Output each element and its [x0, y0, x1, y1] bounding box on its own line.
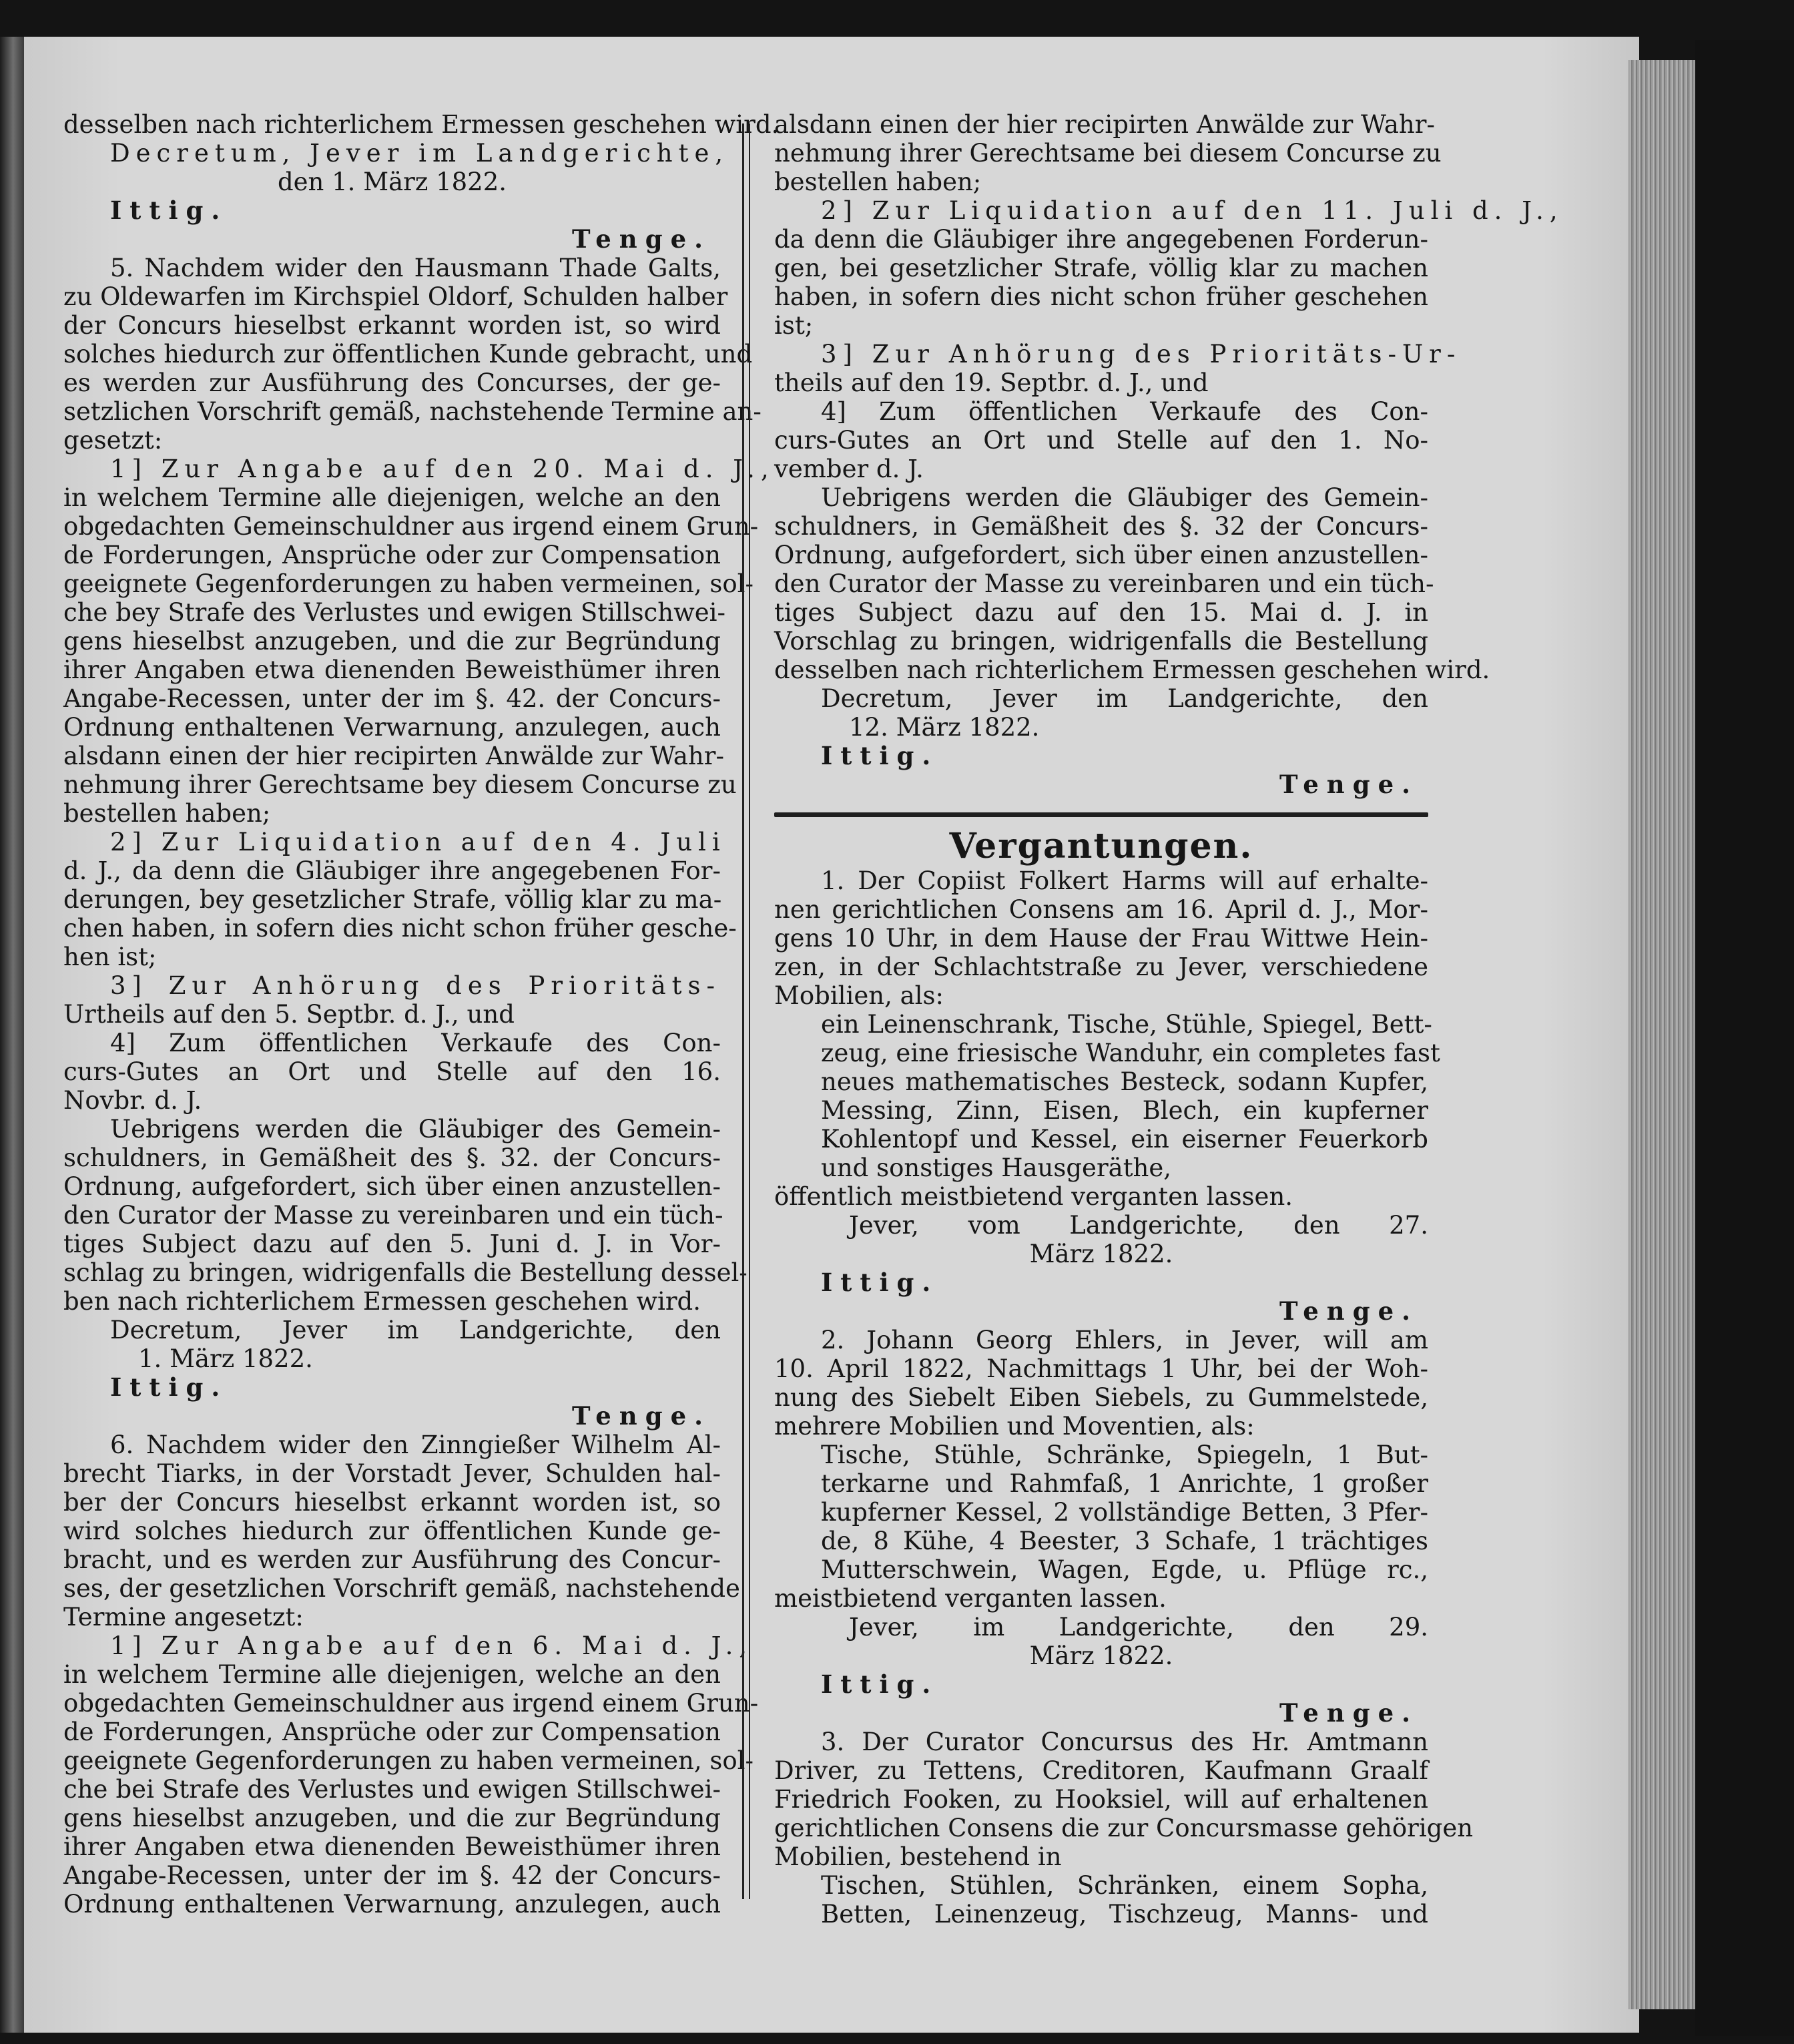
- text-line: 3] Zur Anhörung des Prioritäts-Ur-: [821, 340, 1462, 368]
- text-line: ben nach richterlichem Ermessen geschehen wird.: [63, 1287, 701, 1316]
- left-column: [63, 110, 780, 1919]
- list-line: neues mathematisches Besteck, sodann Kupfer,: [821, 1067, 1428, 1096]
- decretum-line: Decretum, Jever im Landgerichte, den: [110, 1316, 721, 1344]
- text-line: derungen, bey gesetzlicher Strafe, völlig klar zu ma-: [63, 885, 722, 914]
- text-line: solches hiedurch zur öffentlichen Kunde gebracht, und: [63, 340, 753, 368]
- list-line: Mutterschwein, Wagen, Egde, u. Pflüge rc.,: [821, 1555, 1428, 1584]
- page-stack-edge: [1628, 60, 1697, 2009]
- text-line: vember d. J.: [774, 455, 924, 483]
- text-line: Ordnung enthaltenen Verwarnung, anzulegen, auch: [63, 713, 721, 742]
- signature-ittig: Ittig.: [110, 1372, 228, 1402]
- date-line: 1. März 1822.: [138, 1344, 313, 1373]
- place-date-line: Jever, im Landgerichte, den 29.: [849, 1613, 1428, 1641]
- date-line: März 1822.: [1029, 1641, 1173, 1670]
- text-line: schlag zu bringen, widrigenfalls die Bestellung dessel-: [63, 1258, 748, 1287]
- text-line: mehrere Mobilien und Moventien, als:: [774, 1412, 1255, 1441]
- date-line: den 1. März 1822.: [277, 168, 507, 196]
- text-line: in welchem Termine alle diejenigen, welche an den: [63, 483, 721, 512]
- text-line: zu Oldewarfen im Kirchspiel Oldorf, Schulden halber: [63, 282, 728, 311]
- text-line: 1] Zur Angabe auf den 20. Mai d. J.,: [110, 455, 775, 483]
- text-line: Uebrigens werden die Gläubiger des Gemein-: [821, 483, 1428, 512]
- text-line: haben, in sofern dies nicht schon früher geschehen: [774, 282, 1428, 311]
- text-line: geeignete Gegenforderungen zu haben vermeinen, sol-: [63, 1746, 754, 1775]
- text-line: Mobilien, bestehend in: [774, 1842, 1062, 1871]
- signature-tenge: Tenge.: [571, 224, 711, 254]
- text-line: Angabe-Recessen, unter der im §. 42. der Concurs-: [63, 684, 721, 713]
- text-line: curs-Gutes an Ort und Stelle auf den 16.: [63, 1057, 721, 1086]
- list-line: und sonstiges Hausgeräthe,: [821, 1154, 1172, 1182]
- list-line: de, 8 Kühe, 4 Beester, 3 Schafe, 1 trächtiges: [821, 1527, 1428, 1555]
- text-line: bracht, und es werden zur Ausführung des Concur-: [63, 1545, 721, 1574]
- text-line: obgedachten Gemeinschuldner aus irgend einem Grun-: [63, 1689, 759, 1718]
- text-line: alsdann einen der hier recipirten Anwälde zur Wahr-: [774, 110, 1435, 139]
- text-line: 1. Der Copiist Folkert Harms will auf erhalte-: [821, 866, 1428, 895]
- list-line: Betten, Leinenzeug, Tischzeug, Manns- und: [821, 1900, 1428, 1929]
- text-line: bestellen haben;: [774, 168, 982, 196]
- text-line: d. J., da denn die Gläubiger ihre angegebenen For-: [63, 856, 721, 885]
- text-line: der Concurs hieselbst erkannt worden ist, so wird: [63, 311, 721, 340]
- text-line: nehmung ihrer Gerechtsame bey diesem Concurse zu: [63, 770, 737, 799]
- list-line: Kohlentopf und Kessel, ein eiserner Feuerkorb: [821, 1125, 1428, 1154]
- text-line: Mobilien, als:: [774, 981, 944, 1010]
- signature-tenge: Tenge.: [571, 1401, 711, 1431]
- text-line: nen gerichtlichen Consens am 16. April d. J., Mor-: [774, 895, 1428, 924]
- place-date-line: Jever, vom Landgerichte, den 27.: [849, 1211, 1428, 1240]
- column-divider: [742, 123, 750, 1899]
- text-line: ihrer Angaben etwa dienenden Beweisthümer ihren: [63, 656, 721, 684]
- text-line: den Curator der Masse zu vereinbaren und ein tüch-: [63, 1201, 723, 1230]
- list-line: terkarne und Rahmfaß, 1 Anrichte, 1 großer: [821, 1469, 1428, 1498]
- signature-ittig: Ittig.: [110, 196, 228, 225]
- text-line: gerichtlichen Consens die zur Concursmasse gehörigen: [774, 1814, 1474, 1842]
- text-line: che bey Strafe des Verlustes und ewigen Stillschwei-: [63, 598, 726, 627]
- text-line: schuldners, in Gemäßheit des §. 32 der Concurs-: [774, 512, 1428, 541]
- text-line: Ordnung, aufgefordert, sich über einen anzustellen-: [774, 541, 1428, 569]
- text-line: curs-Gutes an Ort und Stelle auf den 1. No-: [774, 426, 1428, 455]
- text-line: Vorschlag zu bringen, widrigenfalls die Bestellung: [774, 627, 1428, 656]
- signature-ittig: Ittig.: [821, 1268, 939, 1297]
- decretum-line: Decretum, Jever im Landgerichte,: [110, 139, 729, 168]
- section-heading: Vergantungen.: [949, 826, 1253, 866]
- text-line: Ordnung, aufgefordert, sich über einen anzustellen-: [63, 1172, 721, 1201]
- text-line: alsdann einen der hier recipirten Anwälde zur Wahr-: [63, 742, 724, 770]
- text-line: nung des Siebelt Eiben Siebels, zu Gummelstede,: [774, 1383, 1428, 1412]
- text-line: ber der Concurs hieselbst erkannt worden ist, so: [63, 1488, 721, 1517]
- text-line: brecht Tiarks, in der Vorstadt Jever, Schulden hal-: [63, 1459, 721, 1488]
- text-line: 5. Nachdem wider den Hausmann Thade Galts,: [110, 254, 721, 282]
- text-line: es werden zur Ausführung des Concurses, der ge-: [63, 368, 721, 397]
- text-line: de Forderungen, Ansprüche oder zur Compensation: [63, 1718, 721, 1746]
- text-line: gens hieselbst anzugeben, und die zur Begründung: [63, 627, 721, 656]
- text-line: 3. Der Curator Concursus des Hr. Amtmann: [821, 1728, 1428, 1756]
- text-line: 4] Zum öffentlichen Verkaufe des Con-: [821, 397, 1428, 426]
- text-line: zen, in der Schlachtstraße zu Jever, verschiedene: [774, 953, 1428, 981]
- text-line: de Forderungen, Ansprüche oder zur Compensation: [63, 541, 721, 569]
- text-line: geeignete Gegenforderungen zu haben vermeinen, sol-: [63, 569, 754, 598]
- list-line: ein Leinenschrank, Tische, Stühle, Spiegel, Bett-: [821, 1010, 1432, 1039]
- text-line: tiges Subject dazu auf den 15. Mai d. J. in: [774, 598, 1428, 627]
- text-line: 3] Zur Anhörung des Prioritäts-: [110, 971, 721, 1000]
- text-line: nehmung ihrer Gerechtsame bei diesem Concurse zu: [774, 139, 1442, 168]
- text-line: gen, bei gesetzlicher Strafe, völlig klar zu machen: [774, 254, 1428, 282]
- text-line: Termine angesetzt:: [63, 1603, 304, 1631]
- signature-tenge: Tenge.: [1279, 1698, 1418, 1728]
- text-line: in welchem Termine alle diejenigen, welche an den: [63, 1660, 721, 1689]
- text-line: che bei Strafe des Verlustes und ewigen Stillschwei-: [63, 1775, 721, 1804]
- list-line: zeug, eine friesische Wanduhr, ein completes fast: [821, 1039, 1440, 1067]
- text-line: hen ist;: [63, 943, 157, 971]
- text-line: ihrer Angaben etwa dienenden Beweisthümer ihren: [63, 1832, 721, 1861]
- text-line: bestellen haben;: [63, 799, 271, 828]
- section-rule: [774, 812, 1428, 817]
- text-line: den Curator der Masse zu vereinbaren und ein tüch-: [774, 569, 1434, 598]
- text-line: chen haben, in sofern dies nicht schon früher gesche-: [63, 914, 737, 943]
- text-line: 10. April 1822, Nachmittags 1 Uhr, bei der Woh-: [774, 1354, 1428, 1383]
- text-line: 1] Zur Angabe auf den 6. Mai d. J.,: [110, 1631, 754, 1660]
- text-line: tiges Subject dazu auf den 5. Juni d. J. in Vor-: [63, 1230, 721, 1258]
- text-line: schuldners, in Gemäßheit des §. 32. der Concurs-: [63, 1143, 721, 1172]
- text-line: Ordnung enthaltenen Verwarnung, anzulegen, auch: [63, 1890, 721, 1919]
- text-line: theils auf den 19. Septbr. d. J., und: [774, 368, 1209, 397]
- date-line: 12. März 1822.: [849, 713, 1040, 742]
- date-line: März 1822.: [1029, 1240, 1173, 1268]
- signature-ittig: Ittig.: [821, 741, 939, 770]
- text-line: gens hieselbst anzugeben, und die zur Begründung: [63, 1804, 721, 1832]
- text-line: 2] Zur Liquidation auf den 11. Juli d. J.,: [821, 196, 1564, 225]
- text-line: Uebrigens werden die Gläubiger des Gemein-: [110, 1115, 721, 1143]
- text-line: öffentlich meistbietend verganten lassen.: [774, 1182, 1293, 1211]
- text-line: 6. Nachdem wider den Zinngießer Wilhelm Al-: [110, 1431, 721, 1459]
- text-line: 2. Johann Georg Ehlers, in Jever, will am: [821, 1326, 1428, 1354]
- text-line: gesetzt:: [63, 426, 163, 455]
- text-line: wird solches hiedurch zur öffentlichen Kunde ge-: [63, 1517, 721, 1545]
- text-line: gens 10 Uhr, in dem Hause der Frau Wittwe Hein-: [774, 924, 1428, 953]
- text-line: Urtheils auf den 5. Septbr. d. J., und: [63, 1000, 515, 1029]
- text-line: Driver, zu Tettens, Creditoren, Kaufmann Graalf: [774, 1756, 1428, 1785]
- signature-tenge: Tenge.: [1279, 1296, 1418, 1326]
- decretum-line: Decretum, Jever im Landgerichte, den: [821, 684, 1428, 713]
- background-shadow: [1695, 40, 1794, 2036]
- text-line: 2] Zur Liquidation auf den 4. Juli: [110, 828, 726, 856]
- right-column: [774, 110, 1564, 1929]
- text-line: da denn die Gläubiger ihre angegebenen Forderun-: [774, 225, 1428, 254]
- text-line: Novbr. d. J.: [63, 1086, 202, 1115]
- list-line: kupferner Kessel, 2 vollständige Betten, 3 Pfer-: [821, 1498, 1428, 1527]
- list-line: Tischen, Stühlen, Schränken, einem Sopha,: [821, 1871, 1428, 1900]
- signature-ittig: Ittig.: [821, 1670, 939, 1699]
- text-line: 4] Zum öffentlichen Verkaufe des Con-: [110, 1029, 721, 1057]
- list-line: Messing, Zinn, Eisen, Blech, ein kupferner: [821, 1096, 1428, 1125]
- text-line: desselben nach richterlichem Ermessen geschehen wird.: [63, 110, 780, 139]
- text-line: ses, der gesetzlichen Vorschrift gemäß, nachstehende: [63, 1574, 740, 1603]
- text-line: Angabe-Recessen, unter der im §. 42 der Concurs-: [63, 1861, 721, 1890]
- list-line: Tische, Stühle, Schränke, Spiegeln, 1 But-: [821, 1441, 1428, 1469]
- text-line: desselben nach richterlichem Ermessen geschehen wird.: [774, 656, 1490, 684]
- text-line: obgedachten Gemeinschuldner aus irgend einem Grun-: [63, 512, 759, 541]
- signature-tenge: Tenge.: [1279, 770, 1418, 799]
- text-line: Friedrich Fooken, zu Hooksiel, will auf erhaltenen: [774, 1785, 1428, 1814]
- text-line: meistbietend verganten lassen.: [774, 1584, 1167, 1613]
- text-line: ist;: [774, 311, 814, 340]
- text-line: setzlichen Vorschrift gemäß, nachstehende Termine an-: [63, 397, 762, 426]
- previous-page-edge: [0, 37, 24, 2033]
